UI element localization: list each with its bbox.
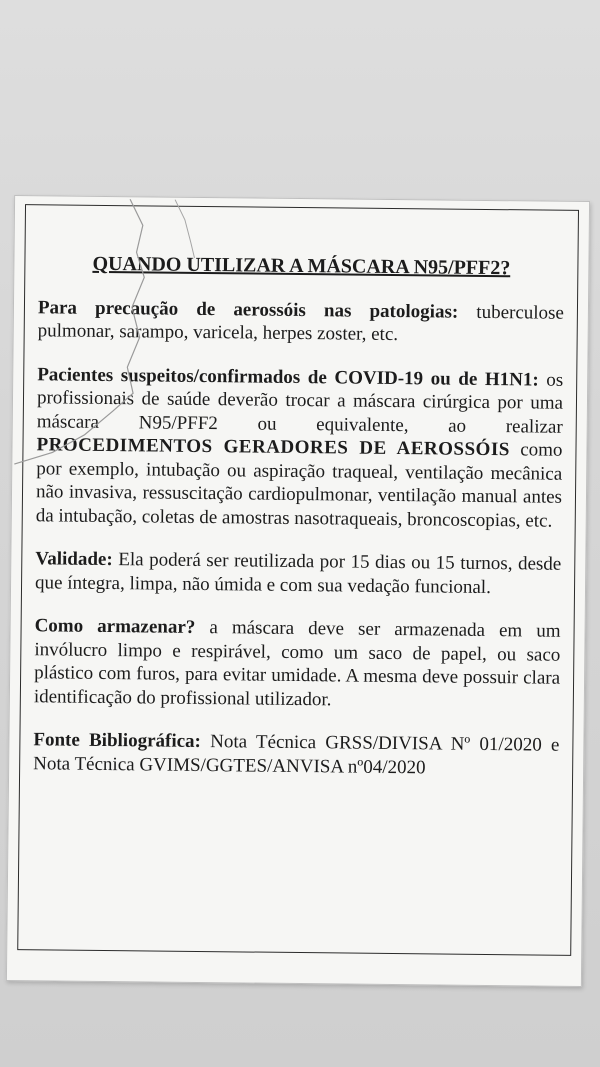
paper-notice [6,195,590,987]
storage-lead: Como armazenar? [34,615,196,638]
covid-patients-emphasis: PROCEDIMENTOS GERADORES DE AEROSSÓIS [36,434,510,461]
covid-patients-lead: Pacientes suspeitos/confirmados de COVID-19 ou de H1N1: [37,363,539,391]
covid-patients-text-2: como por exemplo, intubação ou aspiração traqueal, ventilação mecânica não invasiva, ressuscitação cardiopulmonar, ventilação manual antes da intubação, coletas de amostras nasotraqueais, broncoscopias, etc. [35,439,563,532]
validity-text: Ela poderá ser reutilizada por 15 dias ou 15 turnos, desde que íntegra, limpa, não úmida e com sua vedação funcional. [34,549,562,598]
aerosol-precaution-lead: Para precaução de aerossóis nas patologias: [37,296,459,323]
aerosol-precaution-text: tuberculose pulmonar, sarampo, varicela, herpes zoster, etc. [37,301,565,346]
notice-content [33,252,565,800]
source-lead: Fonte Bibliográfica: [33,729,202,752]
source-text: Nota Técnica GRSS/DIVISA Nº 01/2020 e Nota Técnica GVIMS/GGTES/ANVISA nº04/2020 [33,731,560,778]
paragraph-aerosol-precaution [38,296,564,349]
covid-patients-text-1: os profissionais de saúde deverão trocar a máscara cirúrgica por uma máscara N95/PFF2 ou equivalente, ao realizar [36,369,564,438]
paragraph-covid-patients [36,363,564,533]
paragraph-source [33,728,559,781]
paragraph-validity [35,547,561,600]
paragraph-storage [34,614,561,714]
validity-lead: Validade: [35,548,113,571]
storage-text: a máscara deve ser armazenada em um invólucro limpo e respirável, como um saco de papel, ou saco plástico com furos, para evitar umidade. A mesma deve possuir clara identificação do profissional utilizador. [33,617,561,710]
notice-title: QUANDO UTILIZAR A MÁSCARA N95/PFF2? [92,252,511,280]
